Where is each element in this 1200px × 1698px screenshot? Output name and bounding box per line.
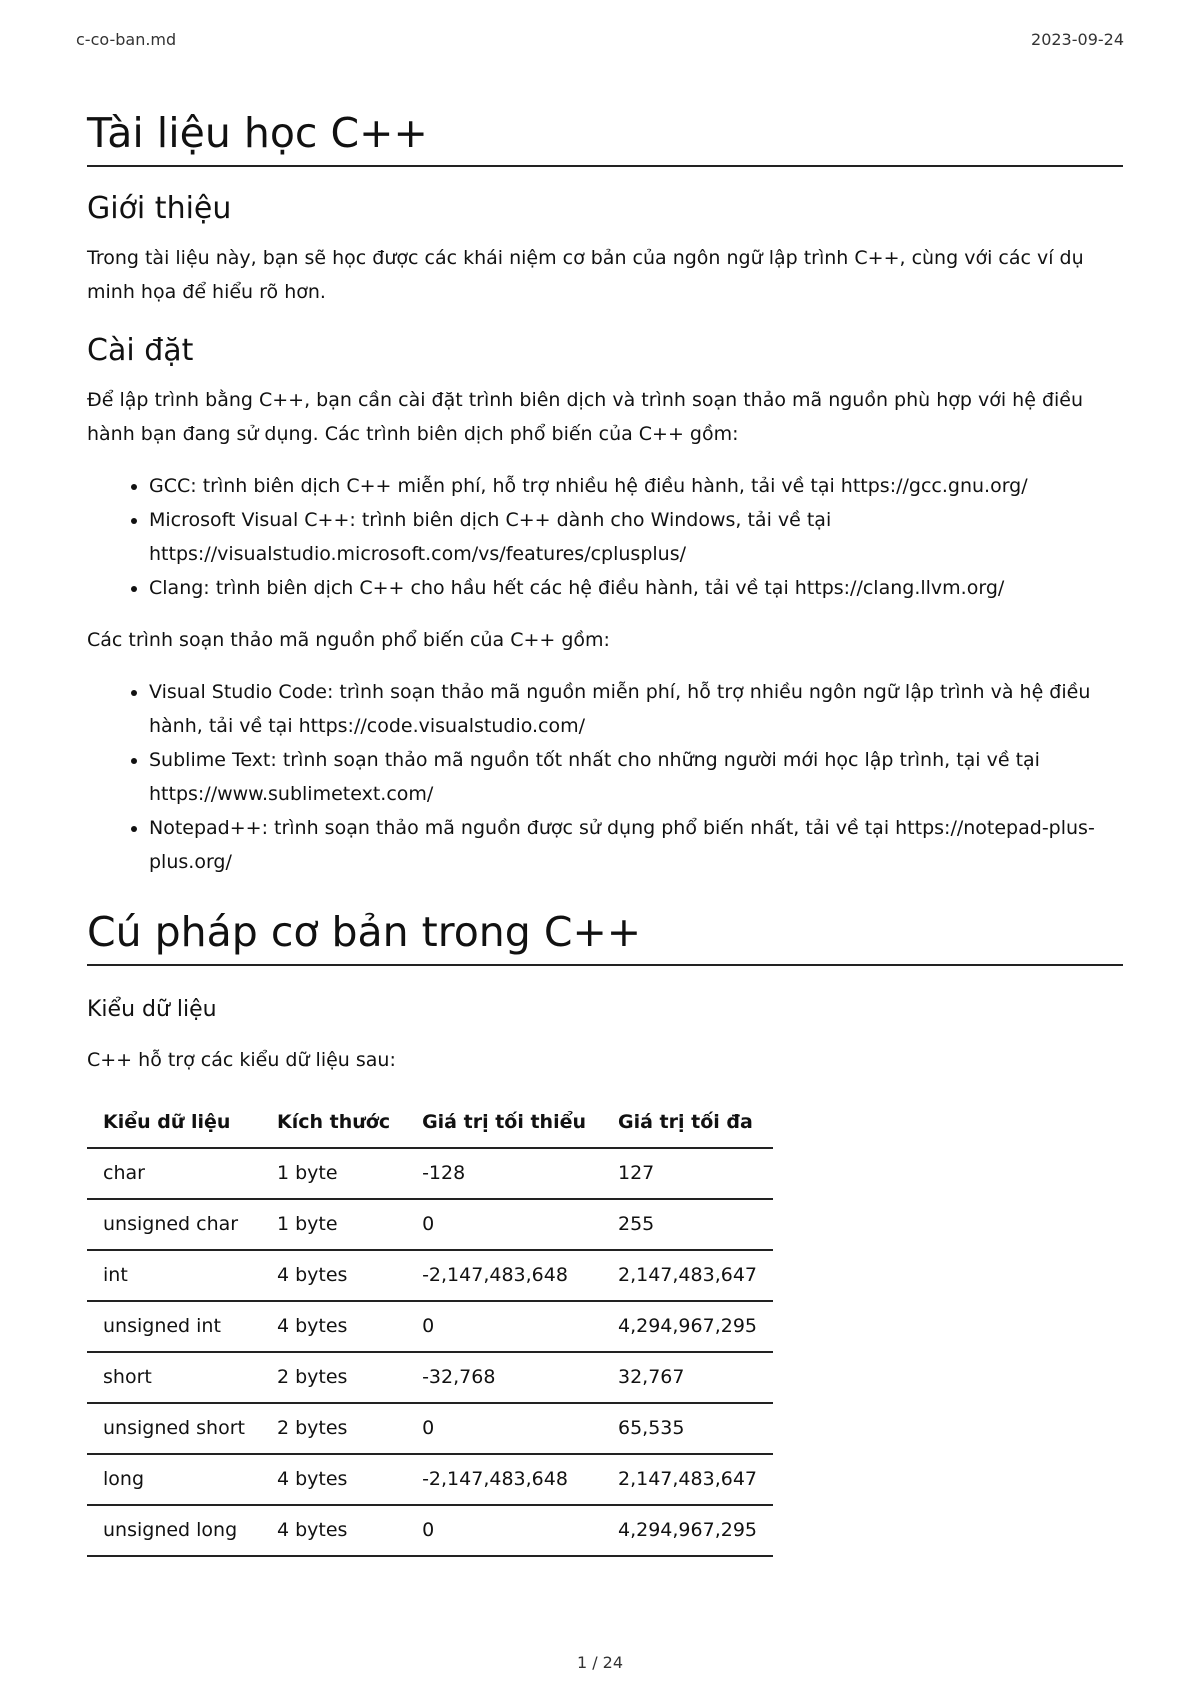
table-cell: 4 bytes: [261, 1505, 406, 1556]
table-cell: 2 bytes: [261, 1352, 406, 1403]
table-cell: unsigned int: [87, 1301, 261, 1352]
table-cell: 127: [602, 1148, 773, 1199]
column-header: Kích thước: [261, 1095, 406, 1148]
table-cell: -128: [406, 1148, 602, 1199]
table-cell: 0: [406, 1403, 602, 1454]
column-header: Giá trị tối thiểu: [406, 1095, 602, 1148]
intro-heading: Giới thiệu: [87, 191, 232, 227]
file-name: c-co-ban.md: [76, 30, 177, 49]
table-cell: 32,767: [602, 1352, 773, 1403]
list-item: • Notepad++: trình soạn thảo mã nguồn được sử dụng phổ biến nhất, tải về tại https://notepad-plus-plus.org/: [149, 811, 1123, 879]
column-header: Giá trị tối đa: [602, 1095, 773, 1148]
list-item: • Visual Studio Code: trình soạn thảo mã nguồn miễn phí, hỗ trợ nhiều ngôn ngữ lập trình và hệ điều hành, tải về tại https://code.visualstudio.com/: [149, 675, 1123, 743]
list-item: • Sublime Text: trình soạn thảo mã nguồn tốt nhất cho những người mới học lập trình, tại về tại https://www.sublimetext.com/: [149, 743, 1123, 811]
table-cell: 4 bytes: [261, 1454, 406, 1505]
table-row: [87, 1148, 773, 1199]
table-cell: 65,535: [602, 1403, 773, 1454]
document-title: Tài liệu học C++: [87, 110, 1123, 167]
table-cell: long: [87, 1454, 261, 1505]
list-item: • Clang: trình biên dịch C++ cho hầu hết các hệ điều hành, tải về tại https://clang.llvm.org/: [149, 571, 1123, 605]
data-types-table: [87, 1095, 773, 1557]
table-cell: short: [87, 1352, 261, 1403]
table-cell: unsigned short: [87, 1403, 261, 1454]
table-cell: 0: [406, 1505, 602, 1556]
table-cell: 4 bytes: [261, 1301, 406, 1352]
table-cell: -2,147,483,648: [406, 1454, 602, 1505]
table-cell: 1 byte: [261, 1199, 406, 1250]
table-cell: 0: [406, 1199, 602, 1250]
types-heading: Kiểu dữ liệu: [87, 997, 217, 1023]
types-intro: C++ hỗ trợ các kiểu dữ liệu sau:: [87, 1048, 396, 1071]
page-header: [76, 30, 1124, 54]
table-row: [87, 1454, 773, 1505]
table-row: [87, 1301, 773, 1352]
table-cell: 4,294,967,295: [602, 1505, 773, 1556]
document-date: 2023-09-24: [1031, 30, 1124, 49]
intro-paragraph: Trong tài liệu này, bạn sẽ học được các khái niệm cơ bản của ngôn ngữ lập trình C++, cùng với các ví dụ minh họa để hiểu rõ hơn.: [87, 247, 1084, 304]
table-cell: 0: [406, 1301, 602, 1352]
table-cell: unsigned char: [87, 1199, 261, 1250]
table-cell: 4,294,967,295: [602, 1301, 773, 1352]
editor-list: [87, 675, 1123, 879]
column-header: Kiểu dữ liệu: [87, 1095, 261, 1148]
list-item: • Microsoft Visual C++: trình biên dịch C++ dành cho Windows, tải về tại https://visualstudio.microsoft.com/vs/features/cplusplus/: [149, 503, 1123, 571]
table-cell: 1 byte: [261, 1148, 406, 1199]
table-cell: -32,768: [406, 1352, 602, 1403]
table-header-row: [87, 1095, 773, 1148]
syntax-title: Cú pháp cơ bản trong C++: [87, 909, 1123, 966]
table-row: [87, 1250, 773, 1301]
editors-intro: Các trình soạn thảo mã nguồn phổ biến của C++ gồm:: [87, 629, 610, 652]
table-cell: 2,147,483,647: [602, 1454, 773, 1505]
table-cell: char: [87, 1148, 261, 1199]
page-number: 1 / 24: [576, 1653, 624, 1672]
table-cell: 255: [602, 1199, 773, 1250]
table-row: [87, 1352, 773, 1403]
table-cell: -2,147,483,648: [406, 1250, 602, 1301]
compiler-list: [87, 469, 1123, 605]
table-row: [87, 1403, 773, 1454]
install-heading: Cài đặt: [87, 333, 194, 369]
table-cell: 2,147,483,647: [602, 1250, 773, 1301]
table-row: [87, 1505, 773, 1556]
table-cell: 2 bytes: [261, 1403, 406, 1454]
table-cell: 4 bytes: [261, 1250, 406, 1301]
install-paragraph: Để lập trình bằng C++, bạn cần cài đặt trình biên dịch và trình soạn thảo mã nguồn phù hợp với hệ điều hành bạn đang sử dụng. Các trình biên dịch phổ biến của C++ gồm:: [87, 389, 1084, 446]
document-body: [87, 110, 1123, 1557]
table-cell: int: [87, 1250, 261, 1301]
table-row: [87, 1199, 773, 1250]
table-cell: unsigned long: [87, 1505, 261, 1556]
list-item: • GCC: trình biên dịch C++ miễn phí, hỗ trợ nhiều hệ điều hành, tải về tại https://gcc.gnu.org/: [149, 469, 1123, 503]
